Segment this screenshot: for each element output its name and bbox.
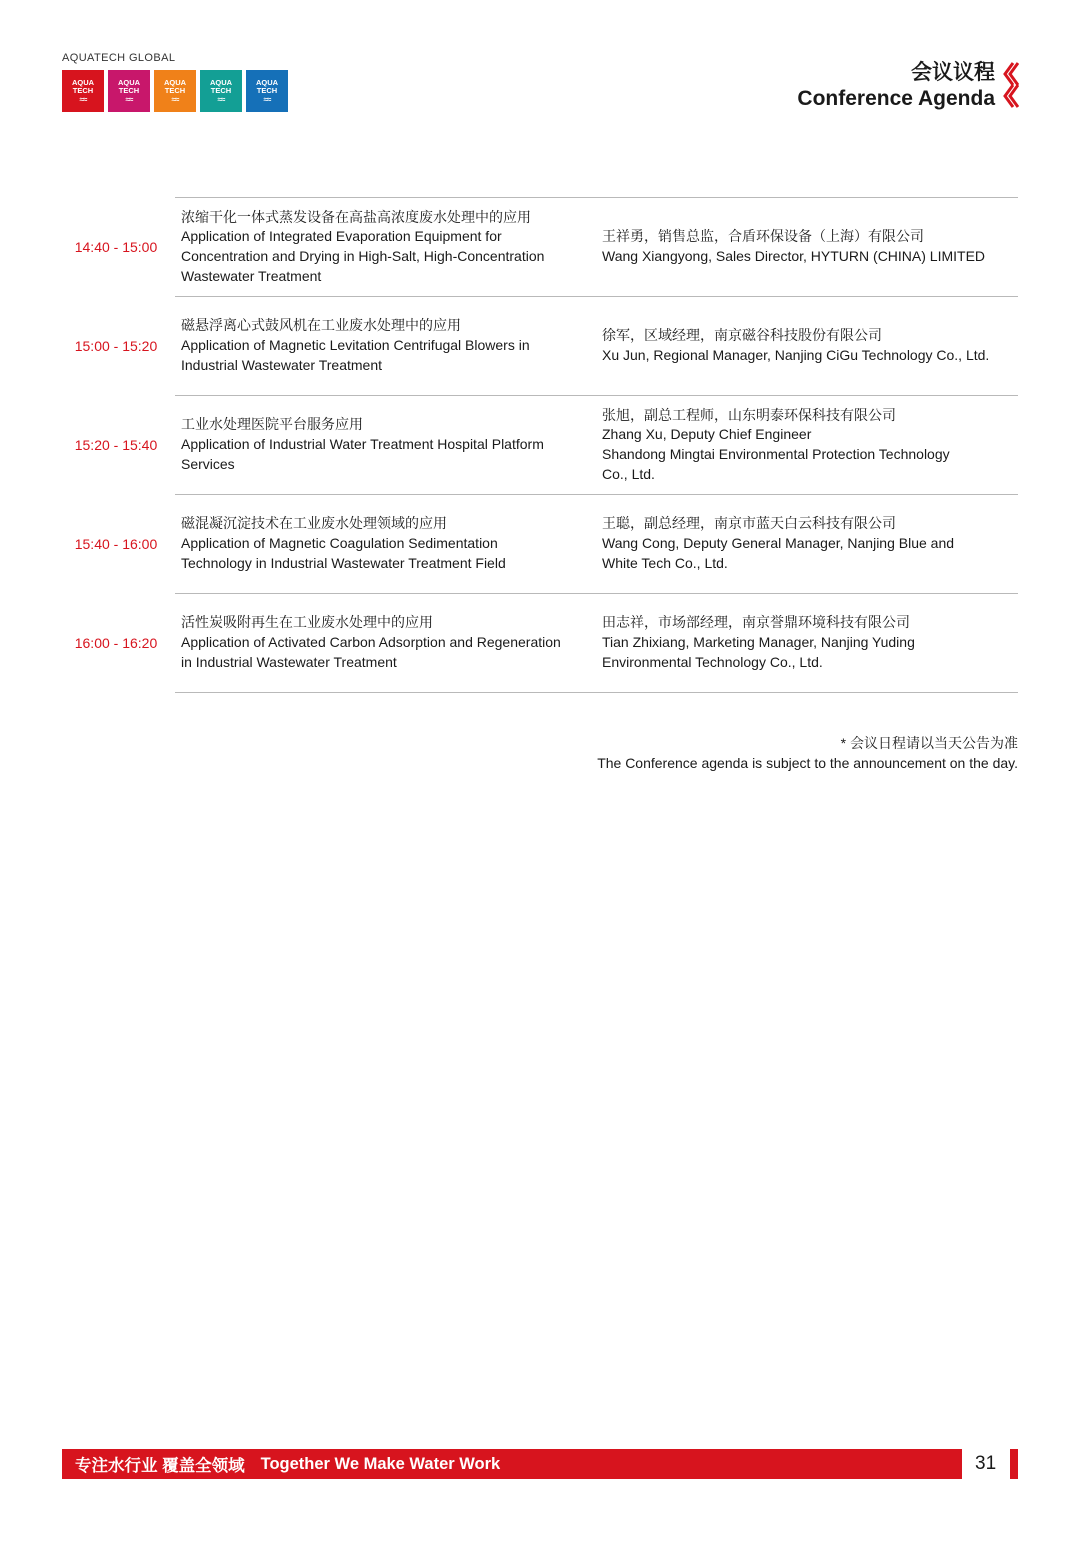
speaker-en: Zhang Xu, Deputy Chief Engineer Shandong Mingtai Environmental Protection Technology Co., Ltd. xyxy=(602,426,950,482)
aquatech-logo xyxy=(108,70,150,112)
agenda-row xyxy=(74,296,1018,395)
session-time: 16:00 - 16:20 xyxy=(74,635,158,651)
session-time: 15:20 - 15:40 xyxy=(74,437,158,453)
aquatech-logo xyxy=(62,70,104,112)
agenda-row xyxy=(74,494,1018,593)
topic-cn: 磁混凝沉淀技术在工业废水处理领域的应用 xyxy=(181,515,447,532)
waves-icon: ≈≈ xyxy=(263,95,271,104)
session-topic xyxy=(181,594,597,692)
session-topic xyxy=(181,297,597,395)
footer-bar xyxy=(62,1449,962,1479)
session-time: 15:00 - 15:20 xyxy=(74,338,158,354)
note-cn: * 会议日程请以当天公告为准 xyxy=(840,735,1018,751)
session-speaker xyxy=(602,297,1018,395)
topic-en: Application of Industrial Water Treatment Hospital Platform Services xyxy=(181,436,544,472)
page-number: 31 xyxy=(975,1453,997,1474)
session-time: 15:40 - 16:00 xyxy=(74,536,158,552)
waves-icon: ≈≈ xyxy=(125,95,133,104)
topic-cn: 磁悬浮离心式鼓风机在工业废水处理中的应用 xyxy=(181,317,461,334)
waves-icon: ≈≈ xyxy=(217,95,225,104)
logo-text-2: TECH xyxy=(118,86,140,95)
note-en: The Conference agenda is subject to the announcement on the day. xyxy=(597,755,1018,771)
waves-icon: ≈≈ xyxy=(171,95,179,104)
topic-en: Application of Integrated Evaporation Equipment for Concentration and Drying in High-Salt, High-Concentration Wastewater Treatment xyxy=(181,228,545,284)
session-topic xyxy=(181,396,597,494)
waves-icon: ≈≈ xyxy=(79,95,87,104)
footer-slogan-cn: 专注水行业 覆盖全领域 xyxy=(75,1457,245,1475)
agenda-row xyxy=(74,593,1018,693)
topic-en: Application of Magnetic Levitation Centrifugal Blowers in Industrial Wastewater Treatment xyxy=(181,337,530,373)
aquatech-logo xyxy=(154,70,196,112)
topic-en: Application of Magnetic Coagulation Sedimentation Technology in Industrial Wastewater Treatment Field xyxy=(181,535,506,571)
aquatech-logo xyxy=(200,70,242,112)
speaker-en: Wang Cong, Deputy General Manager, Nanjing Blue and White Tech Co., Ltd. xyxy=(602,535,955,571)
topic-cn: 浓缩干化一体式蒸发设备在高盐高浓度废水处理中的应用 xyxy=(181,208,531,225)
topic-en: Application of Activated Carbon Adsorption and Regeneration in Industrial Wastewater Treatment xyxy=(181,634,561,670)
page-title-en: Conference Agenda xyxy=(797,87,995,110)
logo-text-2: TECH xyxy=(210,86,232,95)
logo-text-2: TECH xyxy=(164,86,186,95)
speaker-cn: 王祥勇，销售总监，合盾环保设备（上海）有限公司 xyxy=(602,228,924,245)
session-speaker xyxy=(602,396,1018,494)
speaker-en: Tian Zhixiang, Marketing Manager, Nanjing Yuding Environmental Technology Co., Ltd. xyxy=(602,634,915,670)
agenda-note xyxy=(597,733,1018,773)
aquatech-logo xyxy=(246,70,288,112)
session-topic xyxy=(181,495,597,593)
topic-cn: 活性炭吸附再生在工业废水处理中的应用 xyxy=(181,614,433,631)
session-speaker xyxy=(602,594,1018,692)
agenda-row xyxy=(74,395,1018,494)
session-time: 14:40 - 15:00 xyxy=(74,239,158,255)
logo-text-2: TECH xyxy=(72,86,94,95)
logo-text-1: AQUA xyxy=(255,78,279,87)
speaker-cn: 田志祥，市场部经理，南京誉鼎环境科技有限公司 xyxy=(602,614,910,631)
logo-strip xyxy=(62,70,288,112)
footer-slogan-en: Together We Make Water Work xyxy=(260,1454,501,1473)
speaker-cn: 王聪，副总经理，南京市蓝天白云科技有限公司 xyxy=(602,515,896,532)
logo-text-1: AQUA xyxy=(163,78,187,87)
logo-text-1: AQUA xyxy=(117,78,141,87)
agenda-row xyxy=(74,197,1018,296)
speaker-cn: 徐军，区域经理，南京磁谷科技股份有限公司 xyxy=(602,327,882,344)
logo-text-2: TECH xyxy=(256,86,278,95)
speaker-en: Wang Xiangyong, Sales Director, HYTURN (CHINA) LIMITED xyxy=(602,248,986,264)
logo-text-1: AQUA xyxy=(209,78,233,87)
agenda-table xyxy=(60,197,1018,693)
session-speaker xyxy=(602,198,1018,296)
chevron-mark-icon xyxy=(1003,61,1019,109)
logo-text-1: AQUA xyxy=(71,78,95,87)
speaker-cn: 张旭，副总工程师，山东明泰环保科技有限公司 xyxy=(602,406,896,423)
topic-cn: 工业水处理医院平台服务应用 xyxy=(181,416,363,433)
page-title-cn: 会议议程 xyxy=(911,61,995,84)
page-tab-marker xyxy=(1010,1449,1018,1479)
speaker-en: Xu Jun, Regional Manager, Nanjing CiGu Technology Co., Ltd. xyxy=(602,347,990,363)
brand-label: AQUATECH GLOBAL xyxy=(62,52,176,64)
session-speaker xyxy=(602,495,1018,593)
page-header xyxy=(797,60,995,112)
session-topic xyxy=(181,198,597,296)
